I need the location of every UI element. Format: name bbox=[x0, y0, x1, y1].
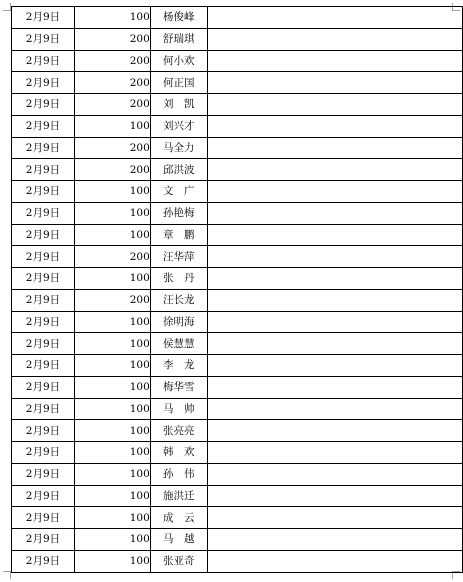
date-cell: 2月9日 bbox=[12, 246, 75, 268]
donation-ledger-table bbox=[11, 6, 463, 573]
table-row bbox=[12, 507, 463, 529]
name-cell: 徐明海 bbox=[150, 311, 207, 333]
amount-cell: 200 bbox=[74, 28, 150, 50]
page-corner-mark-bottom-left bbox=[3, 571, 11, 579]
blank-cell bbox=[207, 268, 462, 290]
blank-cell bbox=[207, 246, 462, 268]
blank-cell bbox=[207, 485, 462, 507]
table-row bbox=[12, 202, 463, 224]
blank-cell bbox=[207, 159, 462, 181]
table-row bbox=[12, 355, 463, 377]
table-row bbox=[12, 550, 463, 572]
amount-cell: 200 bbox=[74, 72, 150, 94]
name-cell: 舒瑞琪 bbox=[150, 28, 207, 50]
amount-cell: 200 bbox=[74, 137, 150, 159]
blank-cell bbox=[207, 181, 462, 203]
name-cell: 何小欢 bbox=[150, 50, 207, 72]
table-row bbox=[12, 72, 463, 94]
name-cell: 孙 伟 bbox=[150, 463, 207, 485]
name-cell: 马 越 bbox=[150, 529, 207, 551]
name-cell: 张 丹 bbox=[150, 268, 207, 290]
date-cell: 2月9日 bbox=[12, 376, 75, 398]
blank-cell bbox=[207, 137, 462, 159]
table-row bbox=[12, 268, 463, 290]
name-cell: 杨俊峰 bbox=[150, 7, 207, 29]
amount-cell: 200 bbox=[74, 246, 150, 268]
table-row bbox=[12, 224, 463, 246]
amount-cell: 100 bbox=[74, 463, 150, 485]
date-cell: 2月9日 bbox=[12, 485, 75, 507]
name-cell: 李 龙 bbox=[150, 355, 207, 377]
amount-cell: 200 bbox=[74, 159, 150, 181]
name-cell: 刘兴才 bbox=[150, 115, 207, 137]
date-cell: 2月9日 bbox=[12, 28, 75, 50]
table-row bbox=[12, 94, 463, 116]
name-cell: 邱洪波 bbox=[150, 159, 207, 181]
name-cell: 张亚奇 bbox=[150, 550, 207, 572]
page-corner-mark-top-left bbox=[3, 3, 11, 11]
amount-cell: 100 bbox=[74, 376, 150, 398]
date-cell: 2月9日 bbox=[12, 529, 75, 551]
name-cell: 侯慧慧 bbox=[150, 333, 207, 355]
date-cell: 2月9日 bbox=[12, 311, 75, 333]
blank-cell bbox=[207, 94, 462, 116]
name-cell: 成 云 bbox=[150, 507, 207, 529]
date-cell: 2月9日 bbox=[12, 550, 75, 572]
date-cell: 2月9日 bbox=[12, 224, 75, 246]
amount-cell: 100 bbox=[74, 442, 150, 464]
blank-cell bbox=[207, 355, 462, 377]
date-cell: 2月9日 bbox=[12, 463, 75, 485]
table-row bbox=[12, 289, 463, 311]
date-cell: 2月9日 bbox=[12, 289, 75, 311]
blank-cell bbox=[207, 398, 462, 420]
blank-cell bbox=[207, 7, 462, 29]
date-cell: 2月9日 bbox=[12, 115, 75, 137]
date-cell: 2月9日 bbox=[12, 72, 75, 94]
date-cell: 2月9日 bbox=[12, 50, 75, 72]
amount-cell: 100 bbox=[74, 420, 150, 442]
amount-cell: 100 bbox=[74, 181, 150, 203]
blank-cell bbox=[207, 420, 462, 442]
amount-cell: 100 bbox=[74, 7, 150, 29]
name-cell: 施洪迁 bbox=[150, 485, 207, 507]
blank-cell bbox=[207, 507, 462, 529]
table-row bbox=[12, 463, 463, 485]
ledger-body bbox=[12, 7, 463, 573]
table-row bbox=[12, 115, 463, 137]
name-cell: 汪华萍 bbox=[150, 246, 207, 268]
table-row bbox=[12, 442, 463, 464]
blank-cell bbox=[207, 50, 462, 72]
date-cell: 2月9日 bbox=[12, 159, 75, 181]
table-row bbox=[12, 420, 463, 442]
blank-cell bbox=[207, 115, 462, 137]
table-row bbox=[12, 181, 463, 203]
amount-cell: 100 bbox=[74, 507, 150, 529]
blank-cell bbox=[207, 550, 462, 572]
amount-cell: 100 bbox=[74, 268, 150, 290]
blank-cell bbox=[207, 72, 462, 94]
name-cell: 何正国 bbox=[150, 72, 207, 94]
table-row bbox=[12, 376, 463, 398]
blank-cell bbox=[207, 333, 462, 355]
table-row bbox=[12, 485, 463, 507]
table-row bbox=[12, 333, 463, 355]
name-cell: 马 帅 bbox=[150, 398, 207, 420]
amount-cell: 200 bbox=[74, 94, 150, 116]
date-cell: 2月9日 bbox=[12, 398, 75, 420]
table-row bbox=[12, 50, 463, 72]
amount-cell: 100 bbox=[74, 115, 150, 137]
date-cell: 2月9日 bbox=[12, 333, 75, 355]
blank-cell bbox=[207, 442, 462, 464]
date-cell: 2月9日 bbox=[12, 137, 75, 159]
blank-cell bbox=[207, 311, 462, 333]
table-row bbox=[12, 529, 463, 551]
name-cell: 韩 欢 bbox=[150, 442, 207, 464]
date-cell: 2月9日 bbox=[12, 94, 75, 116]
table-row bbox=[12, 246, 463, 268]
name-cell: 孙艳梅 bbox=[150, 202, 207, 224]
blank-cell bbox=[207, 28, 462, 50]
date-cell: 2月9日 bbox=[12, 420, 75, 442]
name-cell: 文 广 bbox=[150, 181, 207, 203]
blank-cell bbox=[207, 376, 462, 398]
date-cell: 2月9日 bbox=[12, 202, 75, 224]
date-cell: 2月9日 bbox=[12, 268, 75, 290]
name-cell: 梅华雪 bbox=[150, 376, 207, 398]
table-row bbox=[12, 7, 463, 29]
amount-cell: 100 bbox=[74, 529, 150, 551]
name-cell: 张亮亮 bbox=[150, 420, 207, 442]
amount-cell: 100 bbox=[74, 311, 150, 333]
name-cell: 章 鹏 bbox=[150, 224, 207, 246]
amount-cell: 100 bbox=[74, 202, 150, 224]
table-row bbox=[12, 28, 463, 50]
name-cell: 刘 凯 bbox=[150, 94, 207, 116]
amount-cell: 100 bbox=[74, 355, 150, 377]
amount-cell: 200 bbox=[74, 50, 150, 72]
name-cell: 马全力 bbox=[150, 137, 207, 159]
date-cell: 2月9日 bbox=[12, 442, 75, 464]
name-cell: 汪长龙 bbox=[150, 289, 207, 311]
date-cell: 2月9日 bbox=[12, 7, 75, 29]
amount-cell: 100 bbox=[74, 485, 150, 507]
amount-cell: 100 bbox=[74, 333, 150, 355]
date-cell: 2月9日 bbox=[12, 507, 75, 529]
table-row bbox=[12, 311, 463, 333]
date-cell: 2月9日 bbox=[12, 181, 75, 203]
table-row bbox=[12, 137, 463, 159]
amount-cell: 100 bbox=[74, 550, 150, 572]
amount-cell: 200 bbox=[74, 289, 150, 311]
blank-cell bbox=[207, 529, 462, 551]
blank-cell bbox=[207, 463, 462, 485]
blank-cell bbox=[207, 224, 462, 246]
table-row bbox=[12, 159, 463, 181]
blank-cell bbox=[207, 202, 462, 224]
table-row bbox=[12, 398, 463, 420]
amount-cell: 100 bbox=[74, 224, 150, 246]
date-cell: 2月9日 bbox=[12, 355, 75, 377]
blank-cell bbox=[207, 289, 462, 311]
amount-cell: 100 bbox=[74, 398, 150, 420]
